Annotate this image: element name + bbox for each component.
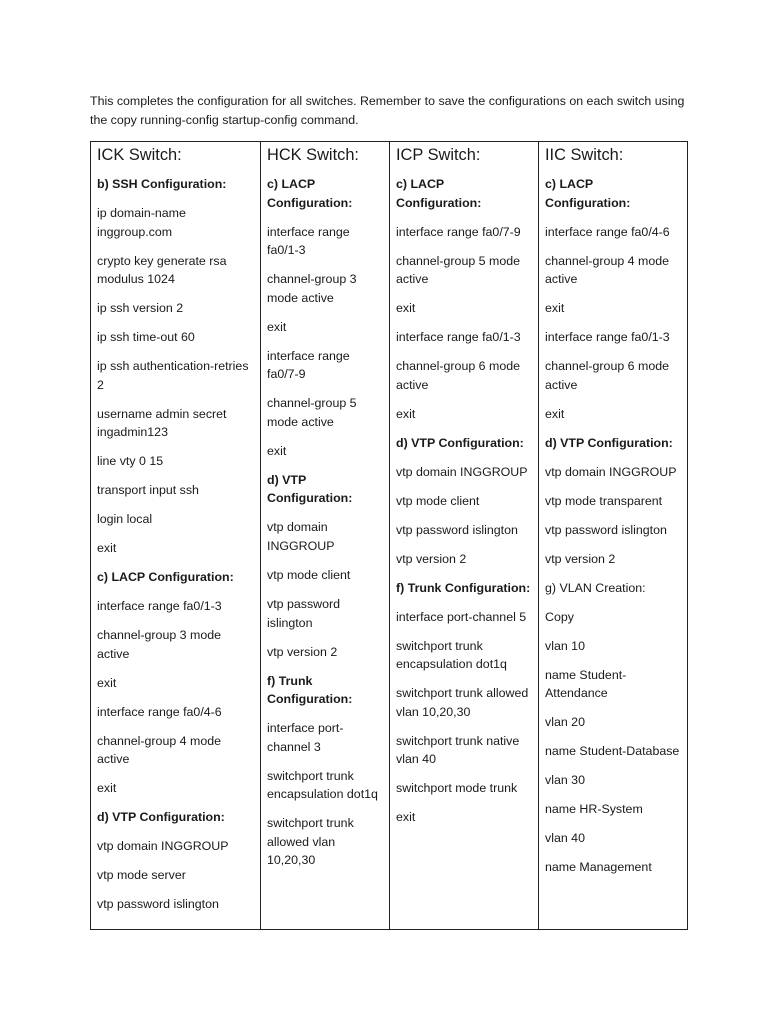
config-line: switchport trunk encapsulation dot1q <box>396 638 507 672</box>
config-line: vtp version 2 <box>267 644 338 659</box>
section-heading: d) VTP Configuration: <box>97 810 225 825</box>
config-line: vtp password islington <box>545 522 667 537</box>
config-line: switchport mode trunk <box>396 781 518 796</box>
section-heading: c) LACP Configuration: <box>396 177 482 210</box>
column-title: IIC Switch: <box>545 146 624 164</box>
config-line: channel-group 5 mode active <box>267 396 357 429</box>
config-line: Copy <box>545 609 574 624</box>
config-line: exit <box>97 541 117 556</box>
config-line: interface range fa0/1-3 <box>97 599 222 614</box>
config-line: exit <box>267 319 287 334</box>
config-line: interface range fa0/4-6 <box>97 704 222 719</box>
config-line: vlan 20 <box>545 715 585 730</box>
config-line: vtp password islington <box>97 897 219 912</box>
config-line: interface port-channel 5 <box>396 609 527 624</box>
column-title: ICK Switch: <box>97 146 182 164</box>
config-line: switchport trunk native vlan 40 <box>396 733 520 767</box>
config-line: exit <box>545 406 565 421</box>
config-line: vtp domain INGGROUP <box>396 464 528 479</box>
intro-paragraph: This completes the configuration for all switches. Remember to save the configurations on each switch using the copy running-config startup-config command. <box>90 94 685 127</box>
config-line: channel-group 5 mode active <box>396 253 520 287</box>
config-line: ip ssh time-out 60 <box>97 330 195 345</box>
config-line: name HR-System <box>545 802 643 817</box>
config-line: interface range fa0/7-9 <box>396 224 521 239</box>
config-line: vtp version 2 <box>545 551 616 566</box>
config-line: exit <box>396 406 416 421</box>
column-title: HCK Switch: <box>267 146 359 164</box>
config-line: vtp mode server <box>97 868 186 883</box>
column-title: ICP Switch: <box>396 146 481 164</box>
section-heading: f) Trunk Configuration: <box>396 580 531 595</box>
config-line: exit <box>396 301 416 316</box>
section-heading: d) VTP Configuration: <box>396 435 524 450</box>
config-line: ip ssh version 2 <box>97 301 184 316</box>
config-line: vtp password islington <box>396 522 518 537</box>
column-iic-switch <box>538 142 687 929</box>
config-line: g) VLAN Creation: <box>545 580 646 595</box>
section-heading: b) SSH Configuration: <box>97 177 227 191</box>
config-line: vtp mode client <box>396 493 480 508</box>
config-line: exit <box>267 443 287 458</box>
config-line: channel-group 6 mode active <box>545 359 669 392</box>
config-line: line vty 0 15 <box>97 454 164 469</box>
config-line: vlan 10 <box>545 638 585 653</box>
section-heading: c) LACP Configuration: <box>97 570 234 585</box>
config-line: vlan 40 <box>545 831 585 846</box>
switch-config-table <box>90 141 688 930</box>
config-line: vtp mode transparent <box>545 493 663 508</box>
config-line: username admin secret ingadmin123 <box>97 406 227 440</box>
section-heading: d) VTP Configuration: <box>267 472 353 506</box>
config-line: interface port-channel 3 <box>267 721 344 754</box>
config-line: channel-group 4 mode active <box>97 733 221 767</box>
config-line: vtp domain INGGROUP <box>97 839 229 854</box>
section-heading: c) LACP Configuration: <box>267 177 353 210</box>
config-line: transport input ssh <box>97 483 199 498</box>
config-line: channel-group 6 mode active <box>396 359 520 392</box>
config-line: name Student-Attendance <box>545 667 627 701</box>
config-line: exit <box>545 301 565 316</box>
config-line: ip domain-name inggroup.com <box>97 205 186 239</box>
config-line: channel-group 3 mode active <box>267 272 357 305</box>
config-line: interface range fa0/1-3 <box>267 224 350 258</box>
config-line: interface range fa0/7-9 <box>267 348 350 382</box>
config-line: vtp password islington <box>267 597 341 630</box>
config-line: name Management <box>545 860 652 875</box>
section-heading: f) Trunk Configuration: <box>267 673 353 707</box>
column-hck-switch <box>260 142 389 929</box>
config-line: channel-group 3 mode active <box>97 628 221 661</box>
config-line: crypto key generate rsa modulus 1024 <box>97 253 227 287</box>
config-line: vtp domain INGGROUP <box>545 464 677 479</box>
config-line: vlan 30 <box>545 773 585 788</box>
config-line: vtp domain INGGROUP <box>267 520 335 554</box>
config-line: interface range fa0/4-6 <box>545 224 670 239</box>
section-heading: d) VTP Configuration: <box>545 435 673 450</box>
config-line: vtp version 2 <box>396 551 467 566</box>
config-line: name Student-Database <box>545 744 680 759</box>
config-line: channel-group 4 mode active <box>545 253 669 287</box>
config-line: interface range fa0/1-3 <box>545 330 670 345</box>
column-icp-switch <box>389 142 538 929</box>
config-line: vtp mode client <box>267 568 351 583</box>
config-line: switchport trunk encapsulation dot1q <box>267 768 378 802</box>
config-line: exit <box>97 781 117 796</box>
column-ick-switch <box>91 142 260 929</box>
section-heading: c) LACP Configuration: <box>545 177 631 210</box>
config-line: exit <box>97 675 117 690</box>
config-line: ip ssh authentication-retries 2 <box>97 359 249 392</box>
config-line: login local <box>97 512 153 527</box>
config-line: switchport trunk allowed vlan 10,20,30 <box>267 816 354 868</box>
config-line: interface range fa0/1-3 <box>396 330 521 345</box>
config-line: switchport trunk allowed vlan 10,20,30 <box>396 686 529 719</box>
config-line: exit <box>396 810 416 825</box>
